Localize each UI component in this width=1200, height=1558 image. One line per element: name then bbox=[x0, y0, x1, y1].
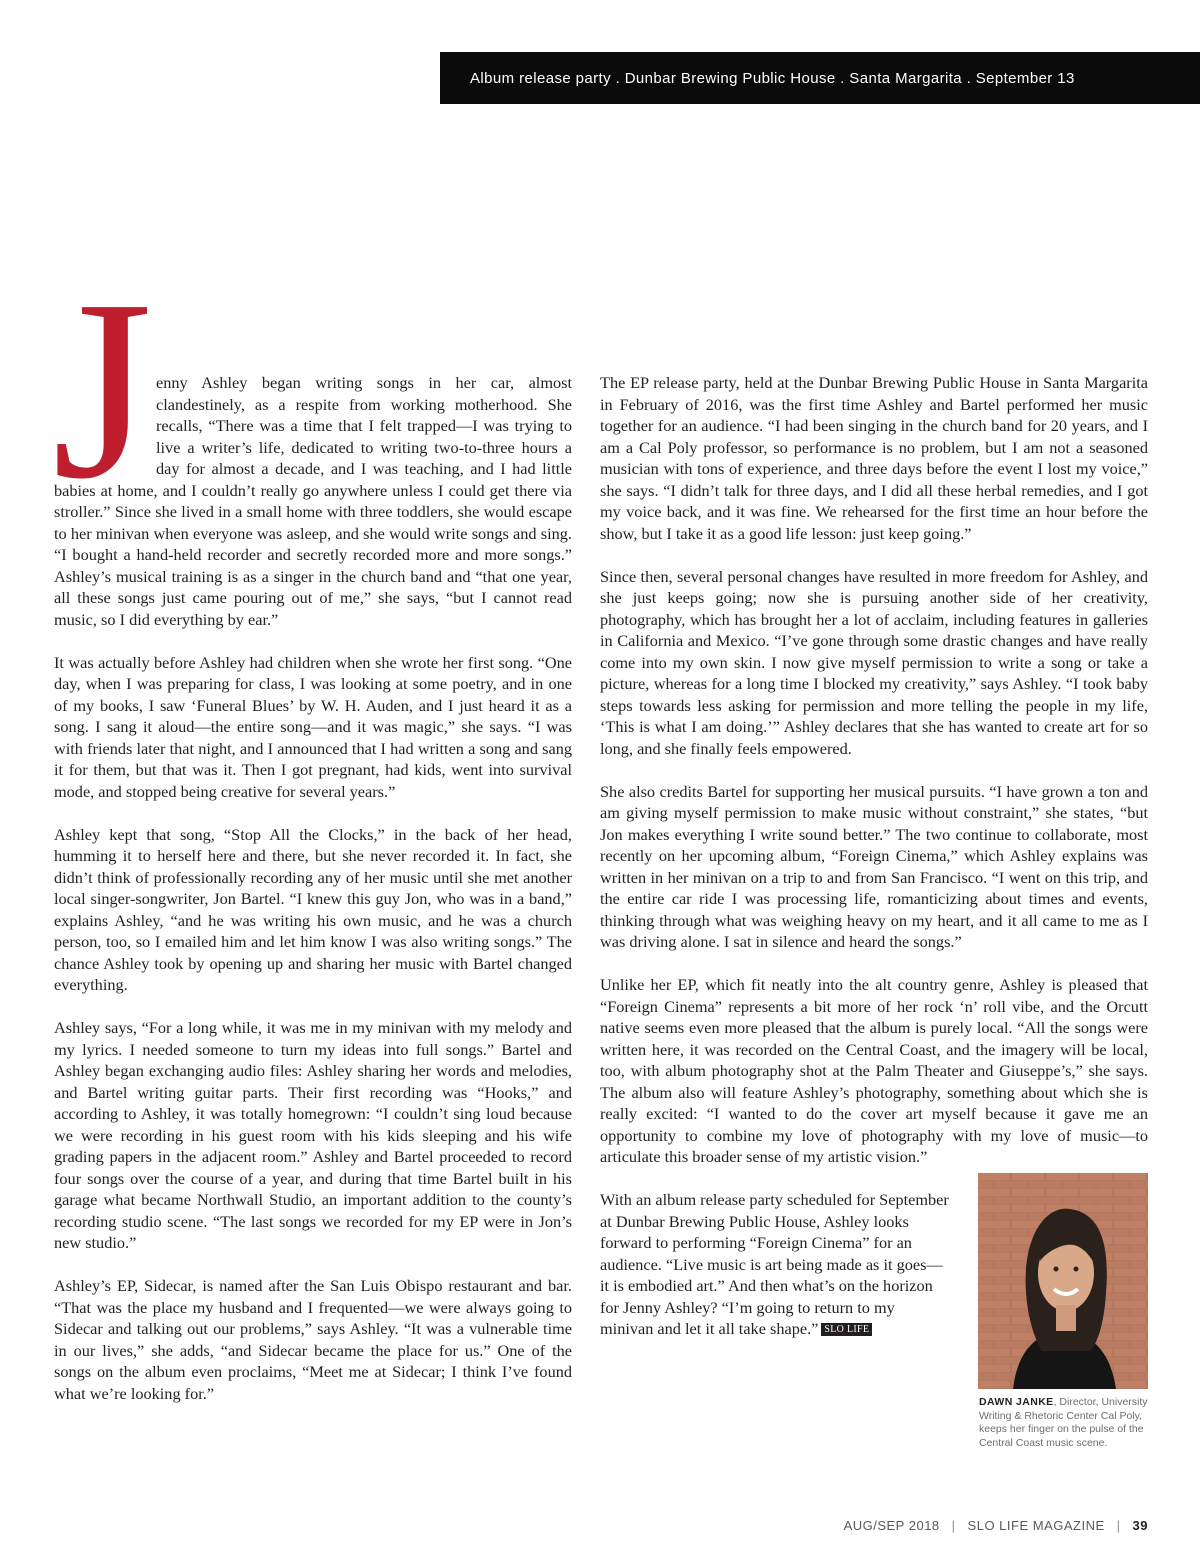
drop-cap: J bbox=[52, 246, 153, 532]
article-paragraph: Ashley says, “For a long while, it was me in my minivan with my melody and my lyrics. I needed someone to turn my ideas into full songs.” Bartel and Ashley began exchanging audio files: Ashley sharing her words and melodies, and Bartel writing guitar parts. Their first recording was “Hooks,” and according to Ashley, it was totally homegrown: “I couldn’t sing loud because we were recording in his guest room with his kids sleeping and his wife grading papers in the adjacent room.” Ashley and Bartel proceeded to record four songs over the course of a year, and during that time Bartel built in his garage what became Northwall Studio, an important addition to the county’s recording studio scene. “The last songs we recorded for my EP were in Jon’s new studio.” bbox=[54, 1018, 572, 1252]
article-paragraph: Since then, several personal changes have resulted in more freedom for Ashley, and she just keeps going; now she is pursuing another side of her creativity, photography, which has brought her a lot of acclaim, including features in galleries in California and Mexico. “I’ve gone through some drastic changes and have really come into my own skin. I now give myself permission to write a song or take a picture, whereas for a long time I blocked my creativity,” says Ashley. “I took baby steps towards less asking for permission and more telling the people in my life, ‘This is what I am doing.’” Ashley declares that she has wanted to create art for so long, and she finally feels empowered. bbox=[600, 566, 1148, 758]
article-paragraph bbox=[52, 246, 572, 630]
photo-caption bbox=[979, 1396, 1151, 1450]
caption-text: , Director, University Writing & Rhetoric Center Cal Poly, keeps her finger on the pulse of the Central Coast music scene. bbox=[979, 1396, 1148, 1449]
issue-date: AUG/SEP 2018 bbox=[843, 1518, 940, 1533]
magazine-name: SLO LIFE MAGAZINE bbox=[967, 1518, 1105, 1533]
portrait-photo bbox=[978, 1173, 1148, 1389]
article-paragraph: Unlike her EP, which fit neatly into the alt country genre, Ashley is pleased that “Foreign Cinema” represents a bit more of her rock ‘n’ roll vibe, and the Orcutt native seems even more pleased that the album is purely local. “All the songs were written here, it was recorded on the Central Coast, and the imagery will be local, too, with album photography shot at the Palm Theater and Giuseppe’s,” she says. The album also will feature Ashley’s photography, something about which she is really excited: “I wanted to do the cover art myself because it gave me an opportunity to combine my love of photography with my love of music—to articulate this broader sense of my artistic vision.” bbox=[600, 974, 1148, 1168]
caption-name: DAWN JANKE bbox=[979, 1396, 1054, 1408]
article-left-column bbox=[52, 246, 572, 1426]
photo-caption-bar bbox=[440, 52, 1200, 104]
page-footer bbox=[844, 1518, 1148, 1533]
portrait-image bbox=[978, 1173, 1148, 1389]
paragraph-text: With an album release party scheduled for September at Dunbar Brewing Public House, Ashley looks forward to performing “Foreign Cinema” for an audience. “Live music is art being made as it goes—it is embodied art.” And then what’s on the horizon for Jenny Ashley? “I’m going to return to my minivan and let it all take shape.” bbox=[600, 1190, 949, 1338]
paragraph-text: enny Ashley began writing songs in her car, almost clandestinely, as a respite from working motherhood. She recalls, “There was a time that I felt trapped—I was trying to live a writer’s life, dedicated to writing two-to-three hours a day for almost a decade, and I was teaching, and I had little babies at home, and I couldn’t really go anywhere unless I could get there via stroller.” Since she lived in a small home with three toddlers, she would escape to her minivan when everyone was asleep, and she would write songs and sing. “I bought a hand-held recorder and secretly recorded more and more songs.” Ashley’s musical training is as a singer in the church band and “that one year, all these songs just came pouring out of me,” she says, “but I cannot read music, so I did everything by ear.” bbox=[54, 373, 572, 629]
end-mark-logo: SLO LIFE bbox=[821, 1323, 872, 1336]
page-number: 39 bbox=[1132, 1518, 1148, 1533]
footer-separator: | bbox=[951, 1518, 956, 1533]
footer-separator: | bbox=[1116, 1518, 1121, 1533]
article-paragraph: She also credits Bartel for supporting her musical pursuits. “I have grown a ton and am giving myself permission to make music without constraint,” she states, “but Jon makes everything I write sound better.” The two continue to collaborate, most recently on her upcoming album, “Foreign Cinema,” which Ashley explains was written in her minivan on a trip to and from San Francisco. “I went on this trip, and the entire car ride I was processing life, romanticizing about times and events, thinking through what was weighing heavy on my heart, and it all came to me as I was driving alone. I sat in silence and heard the songs.” bbox=[600, 781, 1148, 951]
article-paragraph: The EP release party, held at the Dunbar Brewing Public House in Santa Margarita in February of 2016, was the first time Ashley and Bartel performed her music together for an audience. “I had been singing in the church band for 20 years, and I am a Cal Poly professor, so performance is no problem, but I am not a seasoned musician with tons of experience, and three days before the event I lost my voice,” she says. “I didn’t talk for three days, and I did all these herbal remedies, and I got my voice back, and it was fine. We rehearsed for the first time an hour before the show, but I take it as a good life lesson: just keep going.” bbox=[600, 373, 1148, 543]
article-paragraph: It was actually before Ashley had children when she wrote her first song. “One day, when I was preparing for class, I was looking at some poetry, and in one of my books, I saw ‘Funeral Blues’ by W. H. Auden, and I just heard it as a song. I sang it aloud—the entire song—and it was magic,” she says. “I was with friends later that night, and I announced that I had written a song and sang it for them, but that was it. Then I got pregnant, had kids, went into survival mode, and stopped being creative for several years.” bbox=[54, 652, 572, 801]
event-caption: Album release party . Dunbar Brewing Public House . Santa Margarita . September 13 bbox=[470, 69, 1075, 87]
article-paragraph: Ashley’s EP, Sidecar, is named after the San Luis Obispo restaurant and bar. “That was the place my husband and I frequented—we were always going to Sidecar and talking out our problems,” says Ashley. “It was a vulnerable time in our lives,” she adds, “and Sidecar became the place for us.” One of the songs on the album even proclaims, “Meet me at Sidecar; I think I’ve found what we’re looking for.” bbox=[54, 1276, 572, 1403]
article-paragraph: Ashley kept that song, “Stop All the Clocks,” in the back of her head, humming it to herself here and there, but she never recorded it. In fact, she didn’t think of professionally recording any of her music until she met another local singer-songwriter, Jon Bartel. “I knew this guy Jon, who was in a band,” explains Ashley, “and he was writing his own music, and he was a church person, too, so I emailed him and let him know I was also writing songs.” The chance Ashley took by opening up and sharing her music with Bartel changed everything. bbox=[54, 824, 572, 994]
article-paragraph bbox=[600, 1189, 950, 1340]
